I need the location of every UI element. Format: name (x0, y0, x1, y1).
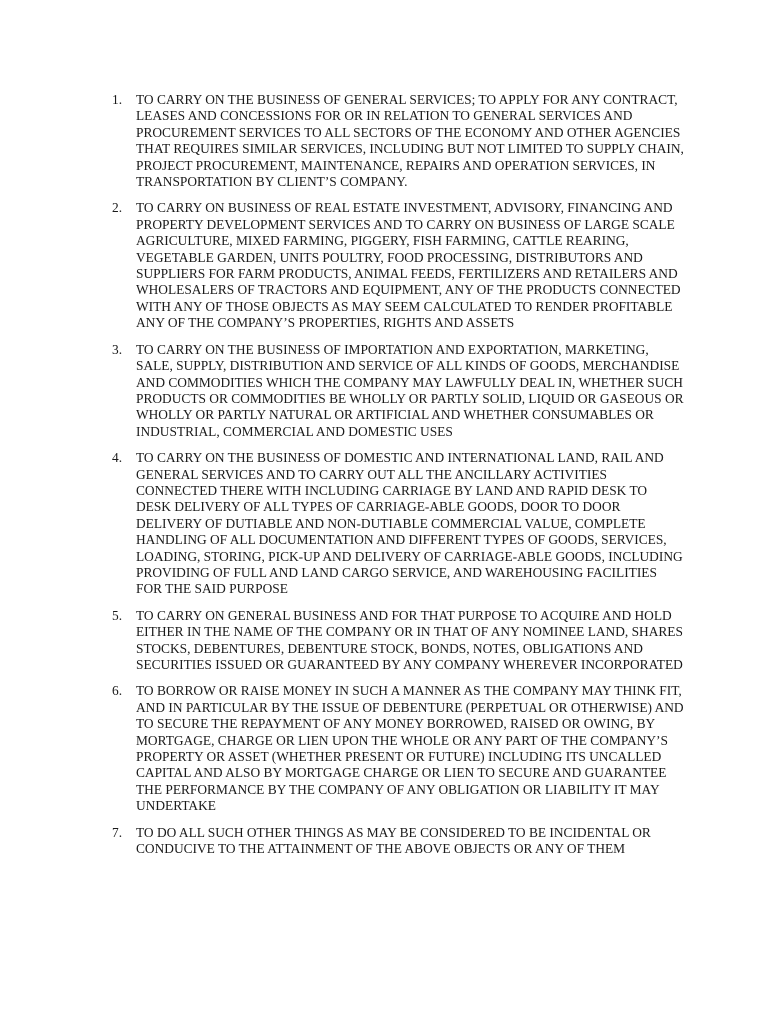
item-number: 4. (112, 450, 123, 466)
list-item (100, 92, 684, 190)
list-item (100, 450, 684, 598)
item-text: TO CARRY ON THE BUSINESS OF GENERAL SERVICES; TO APPLY FOR ANY CONTRACT, LEASES AND CONCESSIONS FOR OR IN RELATION TO GENERAL SERVICES AND PROCUREMENT SERVICES TO ALL SECTORS OF THE ECONOMY AND OTHER AGENCIES THAT REQUIRES SIMILAR SERVICES, INCLUDING BUT NOT LIMITED TO SUPPLY CHAIN, PROJECT PROCUREMENT, MAINTENANCE, REPAIRS AND OPERATION SERVICES, IN TRANSPORTATION BY CLIENT’S COMPANY. (136, 92, 684, 190)
list-item (100, 342, 684, 440)
list-item (100, 683, 684, 814)
item-text: TO CARRY ON THE BUSINESS OF DOMESTIC AND INTERNATIONAL LAND, RAIL AND GENERAL SERVICES AND TO CARRY OUT ALL THE ANCILLARY ACTIVITIES CONNECTED THERE WITH INCLUDING CARRIAGE BY LAND AND RAPID DESK TO DESK DELIVERY OF ALL TYPES OF CARRIAGE-ABLE GOODS, DOOR TO DOOR DELIVERY OF DUTIABLE AND NON-DUTIABLE COMMERCIAL VALUE, COMPLETE HANDLING OF ALL DOCUMENTATION AND DIFFERENT TYPES OF GOODS, SERVICES, LOADING, STORING, PICK-UP AND DELIVERY OF CARRIAGE-ABLE GOODS, INCLUDING PROVIDING OF FULL AND LAND CARGO SERVICE, AND WAREHOUSING FACILITIES FOR THE SAID PURPOSE (136, 450, 683, 597)
item-number: 7. (112, 824, 123, 840)
item-text: TO CARRY ON THE BUSINESS OF IMPORTATION AND EXPORTATION, MARKETING, SALE, SUPPLY, DISTRIBUTION AND SERVICE OF ALL KINDS OF GOODS, MERCHANDISE AND COMMODITIES WHICH THE COMPANY MAY LAWFULLY DEAL IN, WHETHER SUCH PRODUCTS OR COMMODITIES BE WHOLLY OR PARTLY SOLID, LIQUID OR GASEOUS OR WHOLLY OR PARTLY NATURAL OR ARTIFICIAL AND WHETHER CONSUMABLES OR INDUSTRIAL, COMMERCIAL AND DOMESTIC USES (136, 341, 684, 439)
item-text: TO DO ALL SUCH OTHER THINGS AS MAY BE CONSIDERED TO BE INCIDENTAL OR CONDUCIVE TO THE ATTAINMENT OF THE ABOVE OBJECTS OR ANY OF THEM (136, 824, 651, 857)
list-item (100, 608, 684, 674)
item-number: 5. (112, 607, 123, 623)
objects-list (100, 92, 684, 867)
item-number: 2. (112, 200, 123, 216)
item-text: TO CARRY ON BUSINESS OF REAL ESTATE INVESTMENT, ADVISORY, FINANCING AND PROPERTY DEVELOPMENT SERVICES AND TO CARRY ON BUSINESS OF LARGE SCALE AGRICULTURE, MIXED FARMING, PIGGERY, FISH FARMING, CATTLE REARING, VEGETABLE GARDEN, UNITS POULTRY, FOOD PROCESSING, DISTRIBUTORS AND SUPPLIERS FOR FARM PRODUCTS, ANIMAL FEEDS, FERTILIZERS AND RETAILERS AND WHOLESALERS OF TRACTORS AND EQUIPMENT, ANY OF THE PRODUCTS CONNECTED WITH ANY OF THOSE OBJECTS AS MAY SEEM CALCULATED TO RENDER PROFITABLE ANY OF THE COMPANY’S PROPERTIES, RIGHTS AND ASSETS (136, 200, 681, 331)
item-text: TO CARRY ON GENERAL BUSINESS AND FOR THAT PURPOSE TO ACQUIRE AND HOLD EITHER IN THE NAME OF THE COMPANY OR IN THAT OF ANY NOMINEE LAND, SHARES STOCKS, DEBENTURES, DEBENTURE STOCK, BONDS, NOTES, OBLIGATIONS AND SECURITIES ISSUED OR GUARANTEED BY ANY COMPANY WHEREVER INCORPORATED (136, 607, 683, 672)
item-text: TO BORROW OR RAISE MONEY IN SUCH A MANNER AS THE COMPANY MAY THINK FIT, AND IN PARTICULAR BY THE ISSUE OF DEBENTURE (PERPETUAL OR OTHERWISE) AND TO SECURE THE REPAYMENT OF ANY MONEY BORROWED, RAISED OR OWING, BY MORTGAGE, CHARGE OR LIEN UPON THE WHOLE OR ANY PART OF THE COMPANY’S PROPERTY OR ASSET (WHETHER PRESENT OR FUTURE) INCLUDING ITS UNCALLED CAPITAL AND ALSO BY MORTGAGE CHARGE OR LIEN TO SECURE AND GUARANTEE THE PERFORMANCE BY THE COMPANY OF ANY OBLIGATION OR LIABILITY IT MAY UNDERTAKE (136, 683, 684, 814)
item-number: 1. (112, 92, 123, 107)
list-item (100, 825, 684, 858)
item-number: 6. (112, 683, 123, 699)
item-number: 3. (112, 341, 123, 357)
list-item (100, 200, 684, 331)
